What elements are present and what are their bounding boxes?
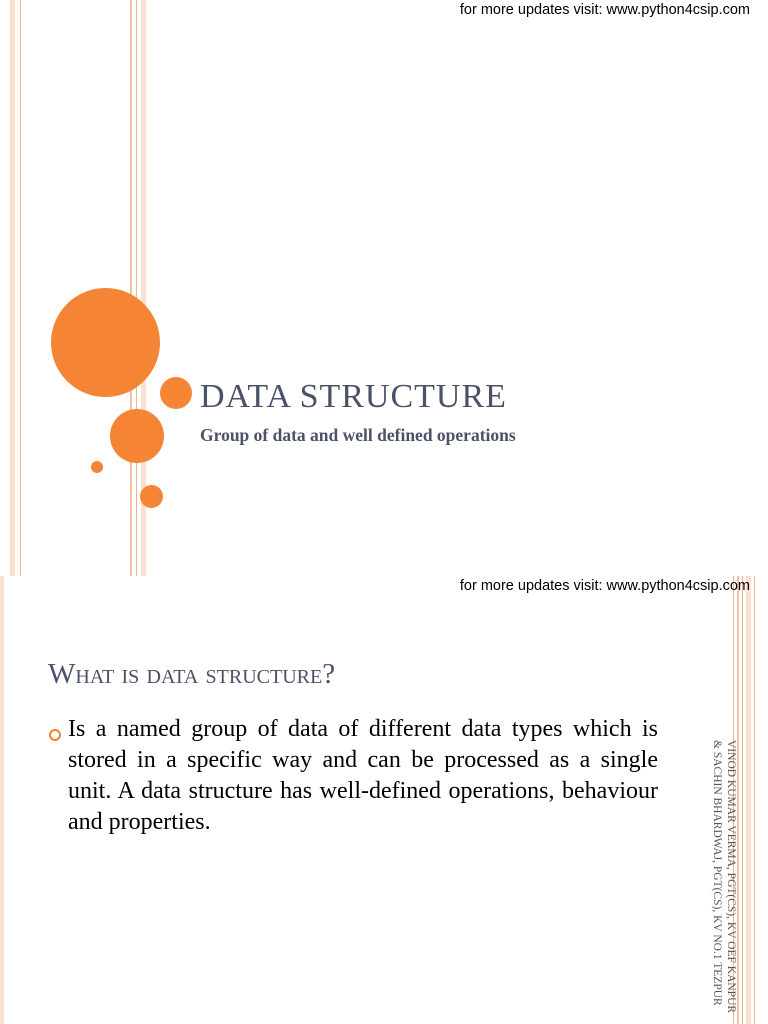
author-credit-line: VINOD KUMAR VERMA, PGT(CS), KV OEF KANPUR — [725, 740, 737, 1014]
decorative-stripe — [742, 576, 743, 1024]
slide-title: What is data structure? — [48, 658, 336, 690]
decorative-stripe — [136, 0, 137, 576]
bullet-circle-icon — [49, 729, 61, 741]
decorative-stripe — [10, 0, 15, 576]
bullet-text: Is a named group of data of different data types which is stored in a specific way and can be processed as a single unit. A data structure has well-defined operations, behaviour and properties. — [68, 716, 658, 835]
medium-orange-circle — [110, 409, 164, 463]
decorative-stripe — [20, 0, 21, 576]
footer-url: for more updates visit: www.python4csip.com — [459, 2, 750, 18]
slide-subtitle: Group of data and well defined operations — [200, 425, 516, 445]
large-orange-circle — [51, 288, 160, 397]
tiny-orange-circle — [91, 461, 103, 473]
author-credit — [710, 740, 738, 1013]
small-orange-circle — [140, 485, 163, 508]
slide-title: DATA STRUCTURE — [200, 378, 507, 415]
content-slide — [0, 576, 768, 1024]
author-credit-line: & SACHIN BHARDWAJ, PGT(CS), KV NO.1 TEZPUR — [711, 740, 723, 1006]
decorative-stripe — [746, 576, 751, 1024]
decorative-stripe — [0, 576, 4, 1024]
decorative-stripe — [130, 0, 132, 576]
footer-url: for more updates visit: www.python4csip.com — [459, 578, 750, 594]
small-orange-circle — [160, 377, 192, 409]
decorative-stripe — [754, 576, 755, 1024]
